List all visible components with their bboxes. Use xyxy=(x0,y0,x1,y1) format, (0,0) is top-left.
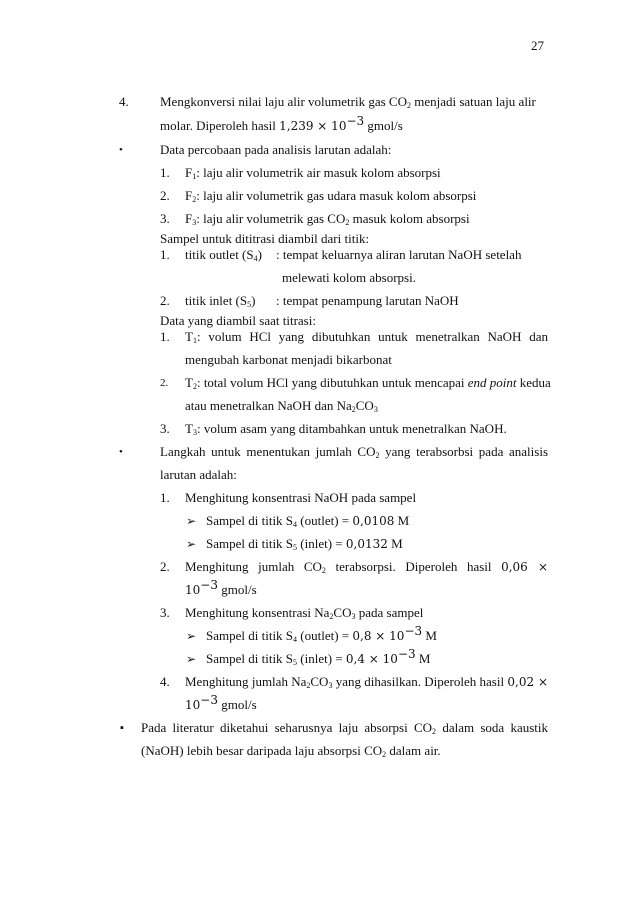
step4-line2: molar. Diperoleh hasil $1,239 \times 10^{-3}$ gmol/s xyxy=(160,114,403,133)
arrow-icon: ➢ xyxy=(186,514,197,528)
step-text: Menghitung jumlah $CO_2$ terabsorpsi. Diperoleh hasil 0,06 × xyxy=(185,559,549,575)
titration-heading: Data yang diambil saat titrasi: xyxy=(160,313,316,328)
step-result: $10^{-3}$ gmol/s xyxy=(185,578,257,597)
sample-desc: : tempat penampung larutan NaOH xyxy=(276,293,459,308)
list-number: 2. xyxy=(160,377,169,389)
bullet2-line2: larutan adalah: xyxy=(160,467,237,482)
step4-line1: Mengkonversi nilai laju alir volumetrik gas $CO_2$ menjadi satuan laju alir xyxy=(160,94,536,110)
sample-result: Sampel di titik $S_5$ (inlet) = 0,0132 M xyxy=(206,536,403,552)
list-number: 2. xyxy=(160,188,170,203)
step-text: Menghitung konsentrasi NaOH pada sampel xyxy=(185,490,417,505)
bullet-icon: • xyxy=(119,446,123,458)
bullet-icon: • xyxy=(119,144,123,156)
t2-line1: $T_2$: total volum HCl yang dibutuhkan untuk mencapai end point kedua xyxy=(185,375,551,391)
list-number: 1. xyxy=(160,247,170,262)
list-item: $F_1$: laju alir volumetrik air masuk kolom absorpsi xyxy=(185,165,441,181)
arrow-icon: ➢ xyxy=(186,537,197,551)
sample-result: Sampel di titik $S_4$ (outlet) = 0,0108 M xyxy=(206,513,410,529)
bullet3-line1: Pada literatur diketahui seharusnya laju absorpsi $CO_2$ dalam soda kaustik xyxy=(141,720,548,736)
t2-line2: atau menetralkan NaOH dan $Na_2CO_3$ xyxy=(185,398,378,414)
list-number: 3. xyxy=(160,605,170,620)
list-item: $F_3$: laju alir volumetrik gas $CO_2$ masuk kolom absorpsi xyxy=(185,211,470,227)
sample-result: Sampel di titik $S_4$ (outlet) = $0,8 \times 10^{-3}$ M xyxy=(206,624,437,644)
step-text: Menghitung jumlah $Na_2CO_3$ yang dihasilkan. Diperoleh hasil 0,02 × xyxy=(185,674,548,690)
step-text: Menghitung konsentrasi $Na_2CO_3$ pada sampel xyxy=(185,605,424,621)
list-number: 4. xyxy=(160,674,170,689)
step-number: 4. xyxy=(119,94,129,109)
list-item: $F_2$: laju alir volumetrik gas udara masuk kolom absorpsi xyxy=(185,188,477,204)
list-number: 1. xyxy=(160,490,170,505)
list-number: 1. xyxy=(160,329,170,344)
arrow-icon: ➢ xyxy=(186,629,197,643)
sample-label: titik inlet $(S_5)$ xyxy=(185,293,256,309)
page-number: 27 xyxy=(531,38,544,53)
list-number: 3. xyxy=(160,421,170,436)
square-bullet-icon: ▪ xyxy=(120,722,124,734)
list-number: 2. xyxy=(160,293,170,308)
bullet2-line1: Langkah untuk menentukan jumlah $CO_2$ yang terabsorbsi pada analisis xyxy=(160,444,549,460)
sample-result: Sampel di titik $S_5$ (inlet) = $0,4 \times 10^{-3}$ M xyxy=(206,647,431,667)
bullet3-line2: (NaOH) lebih besar daripada laju absorpsi $CO_2$ dalam air. xyxy=(141,743,441,759)
list-number: 3. xyxy=(160,211,170,226)
t3-line: $T_3$: volum asam yang ditambahkan untuk menetralkan NaOH. xyxy=(185,421,507,437)
list-number: 1. xyxy=(160,165,170,180)
bullet1-text: Data percobaan pada analisis larutan adalah: xyxy=(160,142,392,157)
sample-heading: Sampel untuk dititrasi diambil dari titik: xyxy=(160,231,370,246)
sample-label: titik outlet $(S_4)$ xyxy=(185,247,262,263)
arrow-icon: ➢ xyxy=(186,652,197,666)
list-number: 2. xyxy=(160,559,170,574)
t1-line2: mengubah karbonat menjadi bikarbonat xyxy=(185,352,392,367)
t1-line1: $T_1$: volum HCl yang dibutuhkan untuk menetralkan NaOH dan xyxy=(185,329,548,345)
sample-desc: : tempat keluarnya aliran larutan NaOH setelah xyxy=(276,247,522,262)
step-result: $10^{-3}$ gmol/s xyxy=(185,693,257,712)
sample-desc: melewati kolom absorpsi. xyxy=(282,270,416,285)
